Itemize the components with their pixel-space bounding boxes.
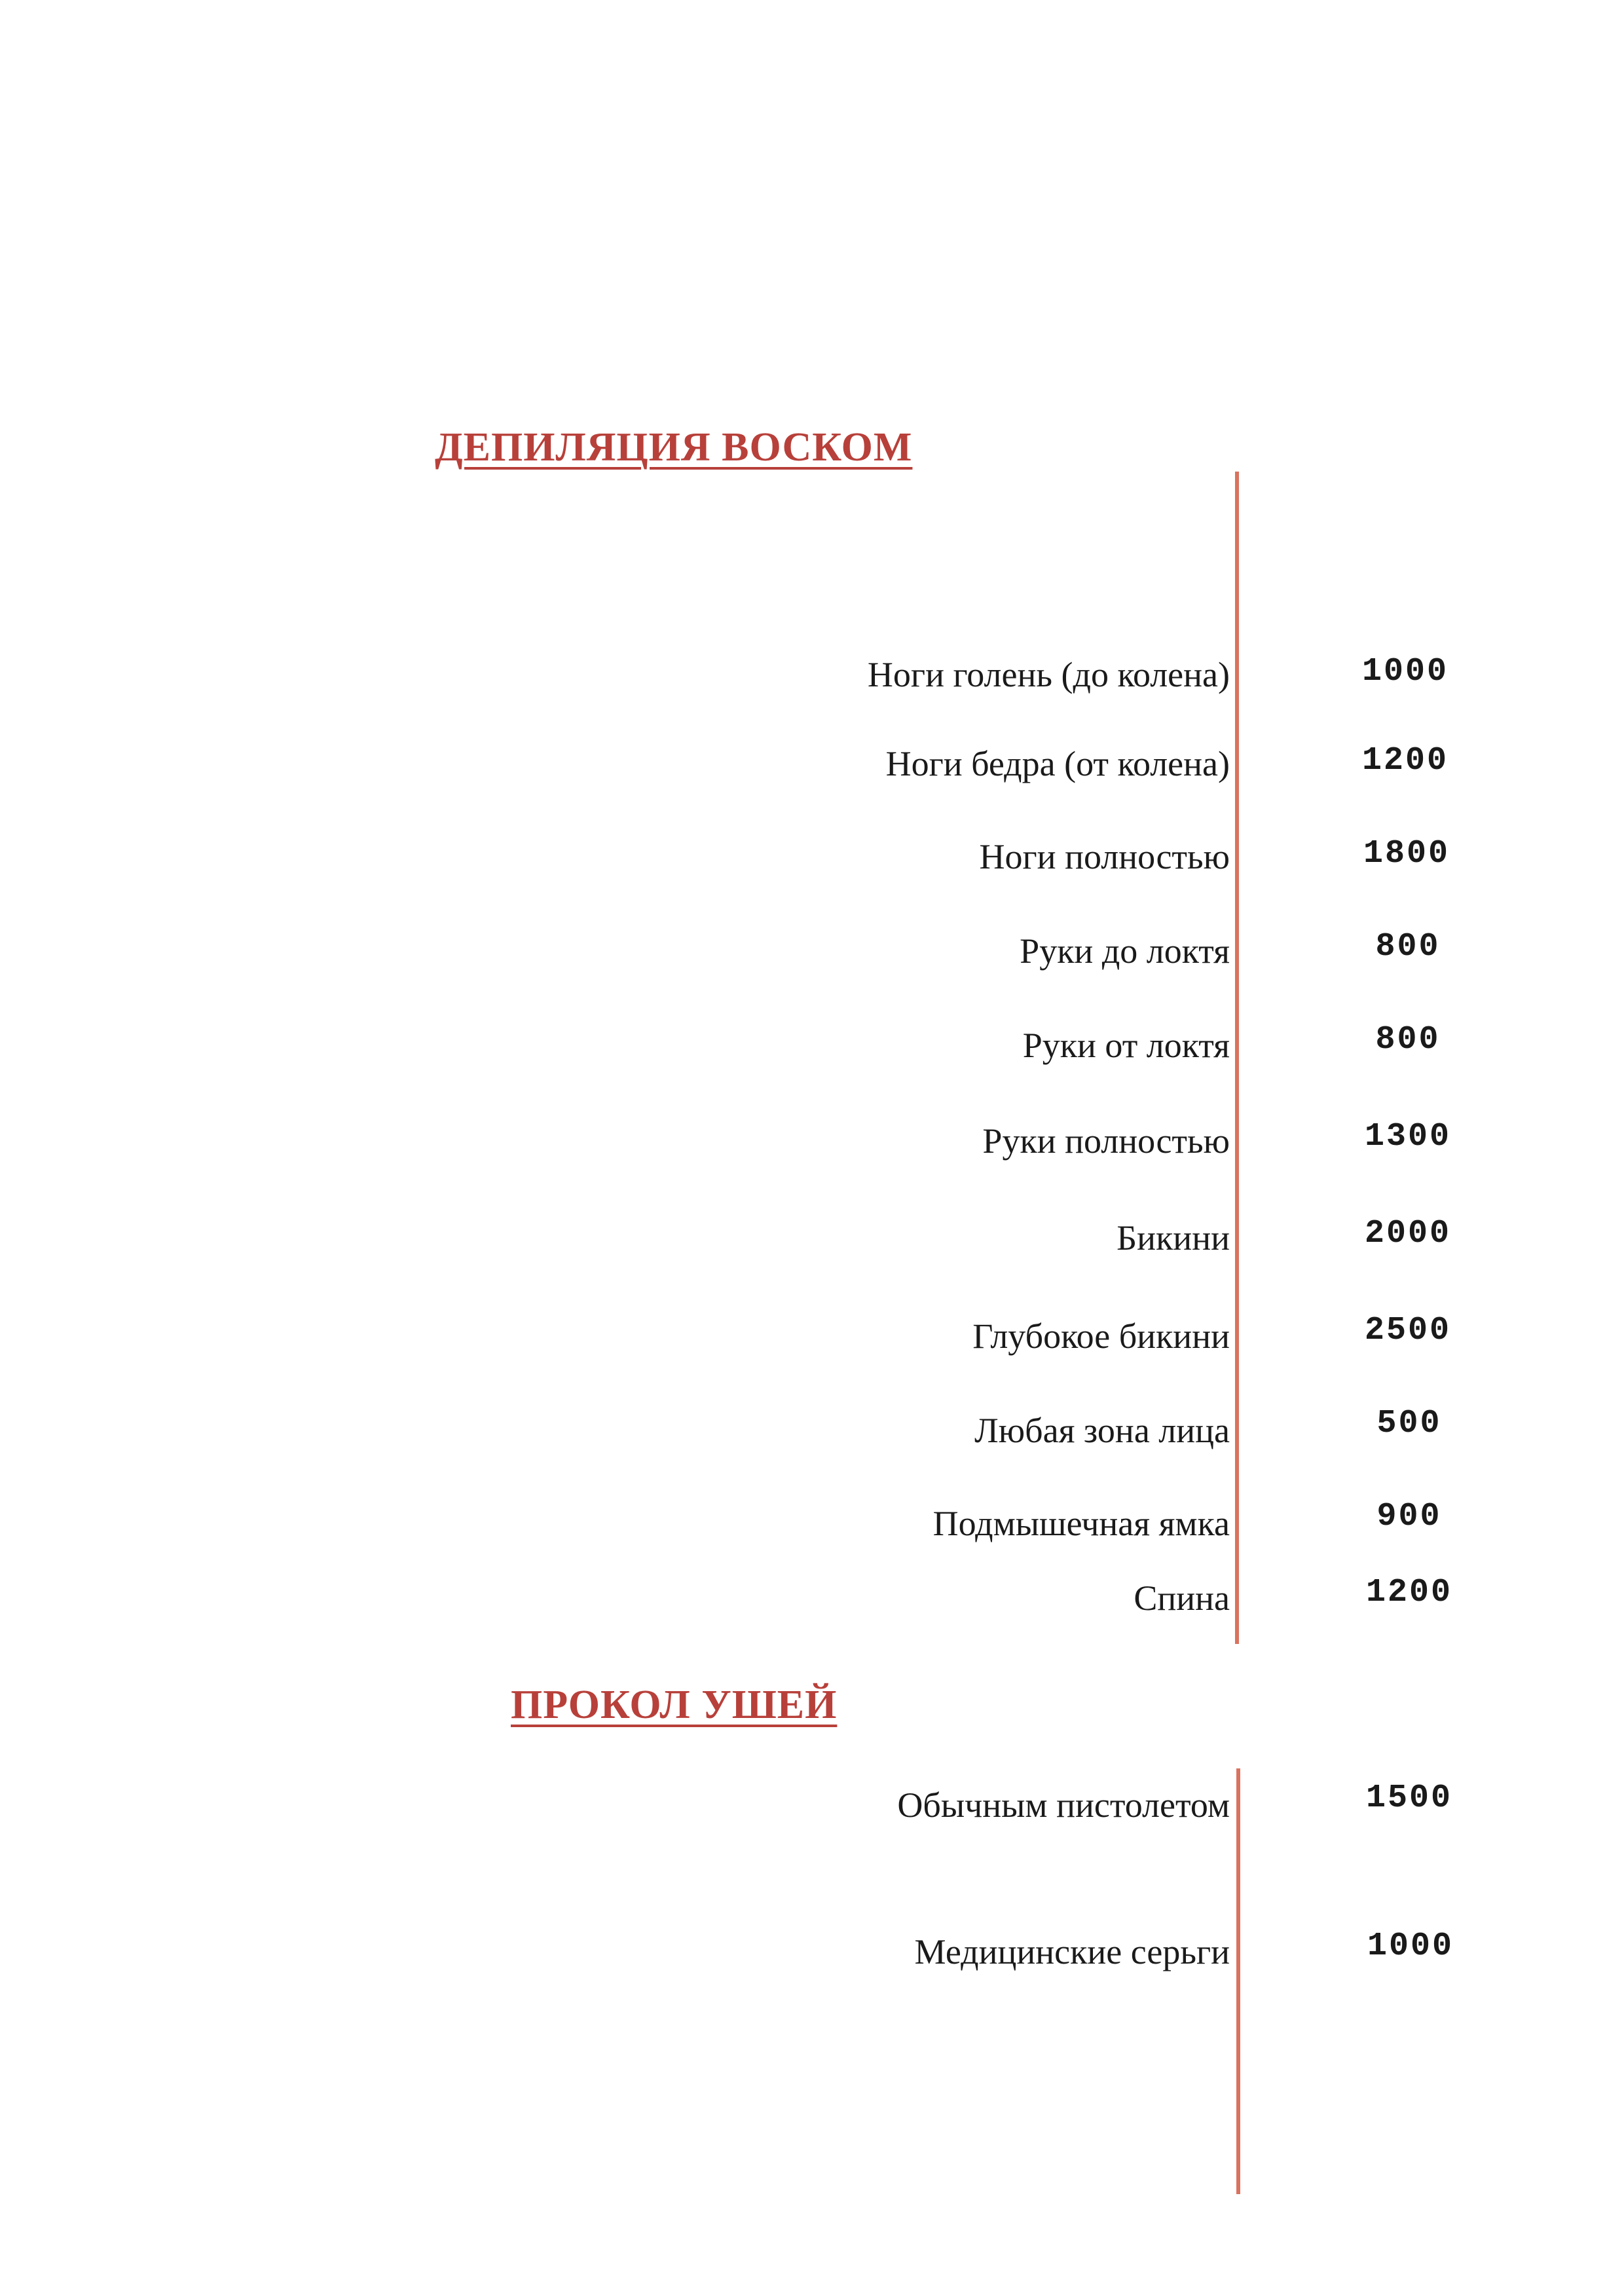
- service-name: Ноги голень (до колена): [867, 655, 1230, 694]
- service-name: Руки от локтя: [1022, 1026, 1230, 1065]
- section-title-ear-piercing: ПРОКОЛ УШЕЙ: [511, 1683, 838, 1727]
- service-name: Подмышечная ямка: [932, 1504, 1230, 1543]
- service-name: Обычным пистолетом: [897, 1785, 1230, 1825]
- service-name: Спина: [1134, 1578, 1230, 1618]
- service-price: 1000: [1361, 653, 1449, 690]
- service-price: 500: [1376, 1405, 1442, 1442]
- service-name: Ноги полностью: [979, 837, 1230, 876]
- service-price: 1000: [1367, 1928, 1454, 1965]
- service-price: 1300: [1364, 1118, 1452, 1155]
- service-price: 900: [1376, 1498, 1442, 1535]
- service-price: 2500: [1364, 1312, 1452, 1349]
- service-name: Глубокое бикини: [972, 1316, 1230, 1356]
- service-price: 1200: [1361, 742, 1449, 779]
- service-name: Руки полностью: [982, 1121, 1230, 1161]
- service-name: Бикини: [1116, 1218, 1230, 1258]
- service-price: 800: [1375, 1021, 1441, 1058]
- service-price: 1500: [1365, 1780, 1453, 1817]
- service-name: Любая зона лица: [974, 1411, 1230, 1450]
- divider-line-ear-piercing: [1236, 1768, 1240, 2194]
- divider-line-wax-depilation: [1235, 472, 1239, 1644]
- service-price: 800: [1375, 928, 1441, 965]
- section-title-wax-depilation: ДЕПИЛЯЦИЯ ВОСКОМ: [435, 425, 913, 470]
- service-price: 1200: [1365, 1574, 1453, 1611]
- service-price: 2000: [1364, 1215, 1452, 1252]
- service-name: Руки до локтя: [1020, 931, 1230, 971]
- service-name: Медицинские серьги: [914, 1932, 1230, 1971]
- service-price: 1800: [1363, 835, 1450, 872]
- service-name: Ноги бедра (от колена): [885, 744, 1230, 783]
